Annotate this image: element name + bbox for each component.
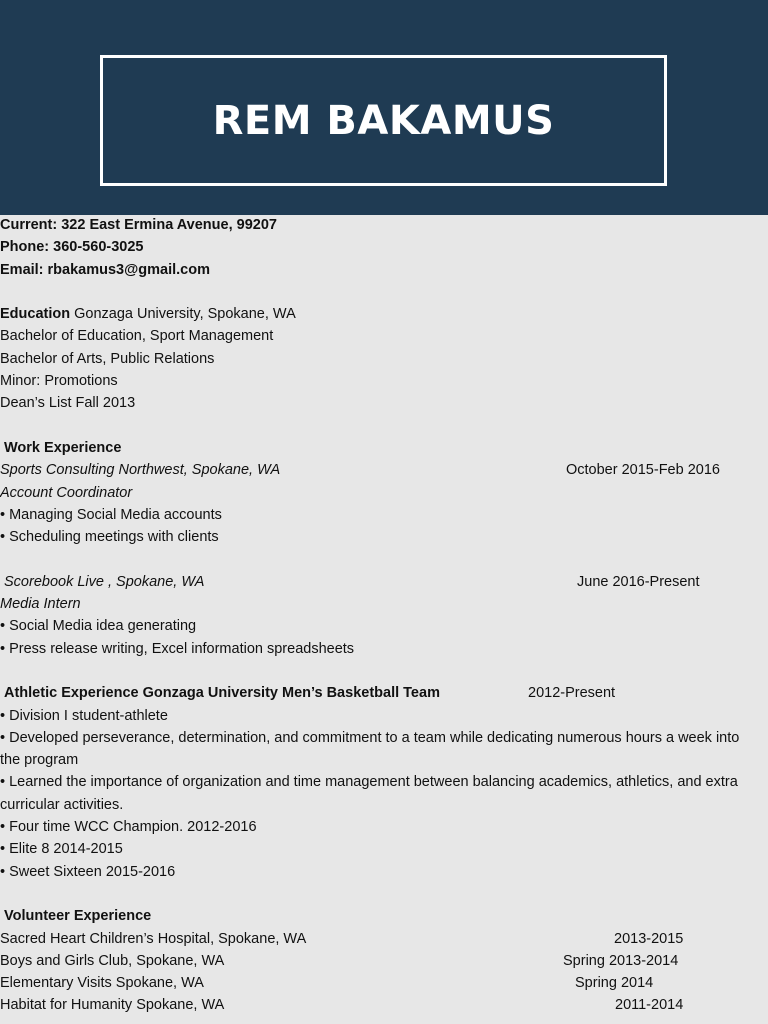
- job-bullet: • Social Media idea generating: [0, 618, 197, 635]
- athletic-bullet: • Developed perseverance, determination, and commitment to a team while dedicating numerous hours a week into the program: [0, 729, 740, 769]
- athletic-bullet: • Four time WCC Champion. 2012-2016: [0, 819, 257, 836]
- volunteer-heading: Volunteer Experience: [4, 908, 152, 925]
- job-title: Account Coordinator: [0, 484, 133, 501]
- athletic-bullet: • Division I student-athlete: [0, 707, 168, 724]
- candidate-name: REM BAKAMUS: [212, 97, 555, 144]
- job-bullet: • Managing Social Media accounts: [0, 506, 222, 523]
- education-heading: Education: [0, 306, 71, 323]
- job-bullet: • Scheduling meetings with clients: [0, 529, 219, 546]
- header-banner: [0, 0, 768, 215]
- volunteer-item: [0, 972, 768, 994]
- job-dates: June 2016-Present: [577, 573, 700, 590]
- athletic-bullet: • Learned the importance of organization and time management between balancing academics, athletics, and extra curricular activities.: [0, 774, 738, 813]
- athletic-bullet: • Sweet Sixteen 2015-2016: [0, 863, 176, 880]
- volunteer-dates: Spring 2014: [575, 975, 654, 992]
- contact-email: Email: rbakamus3@gmail.com: [0, 261, 210, 278]
- contact-phone: Phone: 360-560-3025: [0, 239, 144, 256]
- volunteer-item: [0, 928, 768, 950]
- name-frame: [100, 55, 667, 186]
- education-school: Gonzaga University, Spokane, WA: [70, 306, 296, 323]
- contact-current: Current: 322 East Ermina Avenue, 99207: [0, 217, 277, 233]
- job-title: Media Intern: [0, 596, 81, 613]
- job-dates: October 2015-Feb 2016: [566, 462, 720, 479]
- volunteer-org: Boys and Girls Club, Spokane, WA: [0, 952, 225, 969]
- athletic-dates: 2012-Present: [528, 685, 616, 702]
- volunteer-org: Sacred Heart Children’s Hospital, Spokane, WA: [0, 930, 307, 947]
- education-line: Bachelor of Arts, Public Relations: [0, 350, 215, 367]
- volunteer-dates: 2011-2014: [615, 997, 684, 1014]
- resume-body: [0, 214, 768, 1017]
- volunteer-org: Habitat for Humanity Spokane, WA: [0, 997, 225, 1014]
- job-company: Scorebook Live , Spokane, WA: [4, 573, 205, 590]
- job-header: [0, 459, 768, 481]
- athletic-heading: Athletic Experience Gonzaga University Men’s Basketball Team: [4, 685, 440, 702]
- volunteer-item: [0, 994, 768, 1016]
- education-line: Dean’s List Fall 2013: [0, 395, 136, 412]
- job-header: [0, 571, 768, 593]
- work-heading: Work Experience: [4, 439, 122, 456]
- volunteer-dates: Spring 2013-2014: [563, 952, 679, 969]
- education-header-line: [0, 303, 768, 325]
- education-line: Bachelor of Education, Sport Management: [0, 328, 274, 345]
- athletic-header: [0, 682, 768, 704]
- volunteer-org: Elementary Visits Spokane, WA: [0, 975, 204, 992]
- job-company: Sports Consulting Northwest, Spokane, WA: [0, 462, 281, 479]
- job-bullet: • Press release writing, Excel information spreadsheets: [0, 640, 355, 657]
- education-line: Minor: Promotions: [0, 373, 118, 390]
- athletic-bullet: • Elite 8 2014-2015: [0, 841, 123, 858]
- volunteer-item: [0, 950, 768, 972]
- volunteer-dates: 2013-2015: [614, 930, 684, 947]
